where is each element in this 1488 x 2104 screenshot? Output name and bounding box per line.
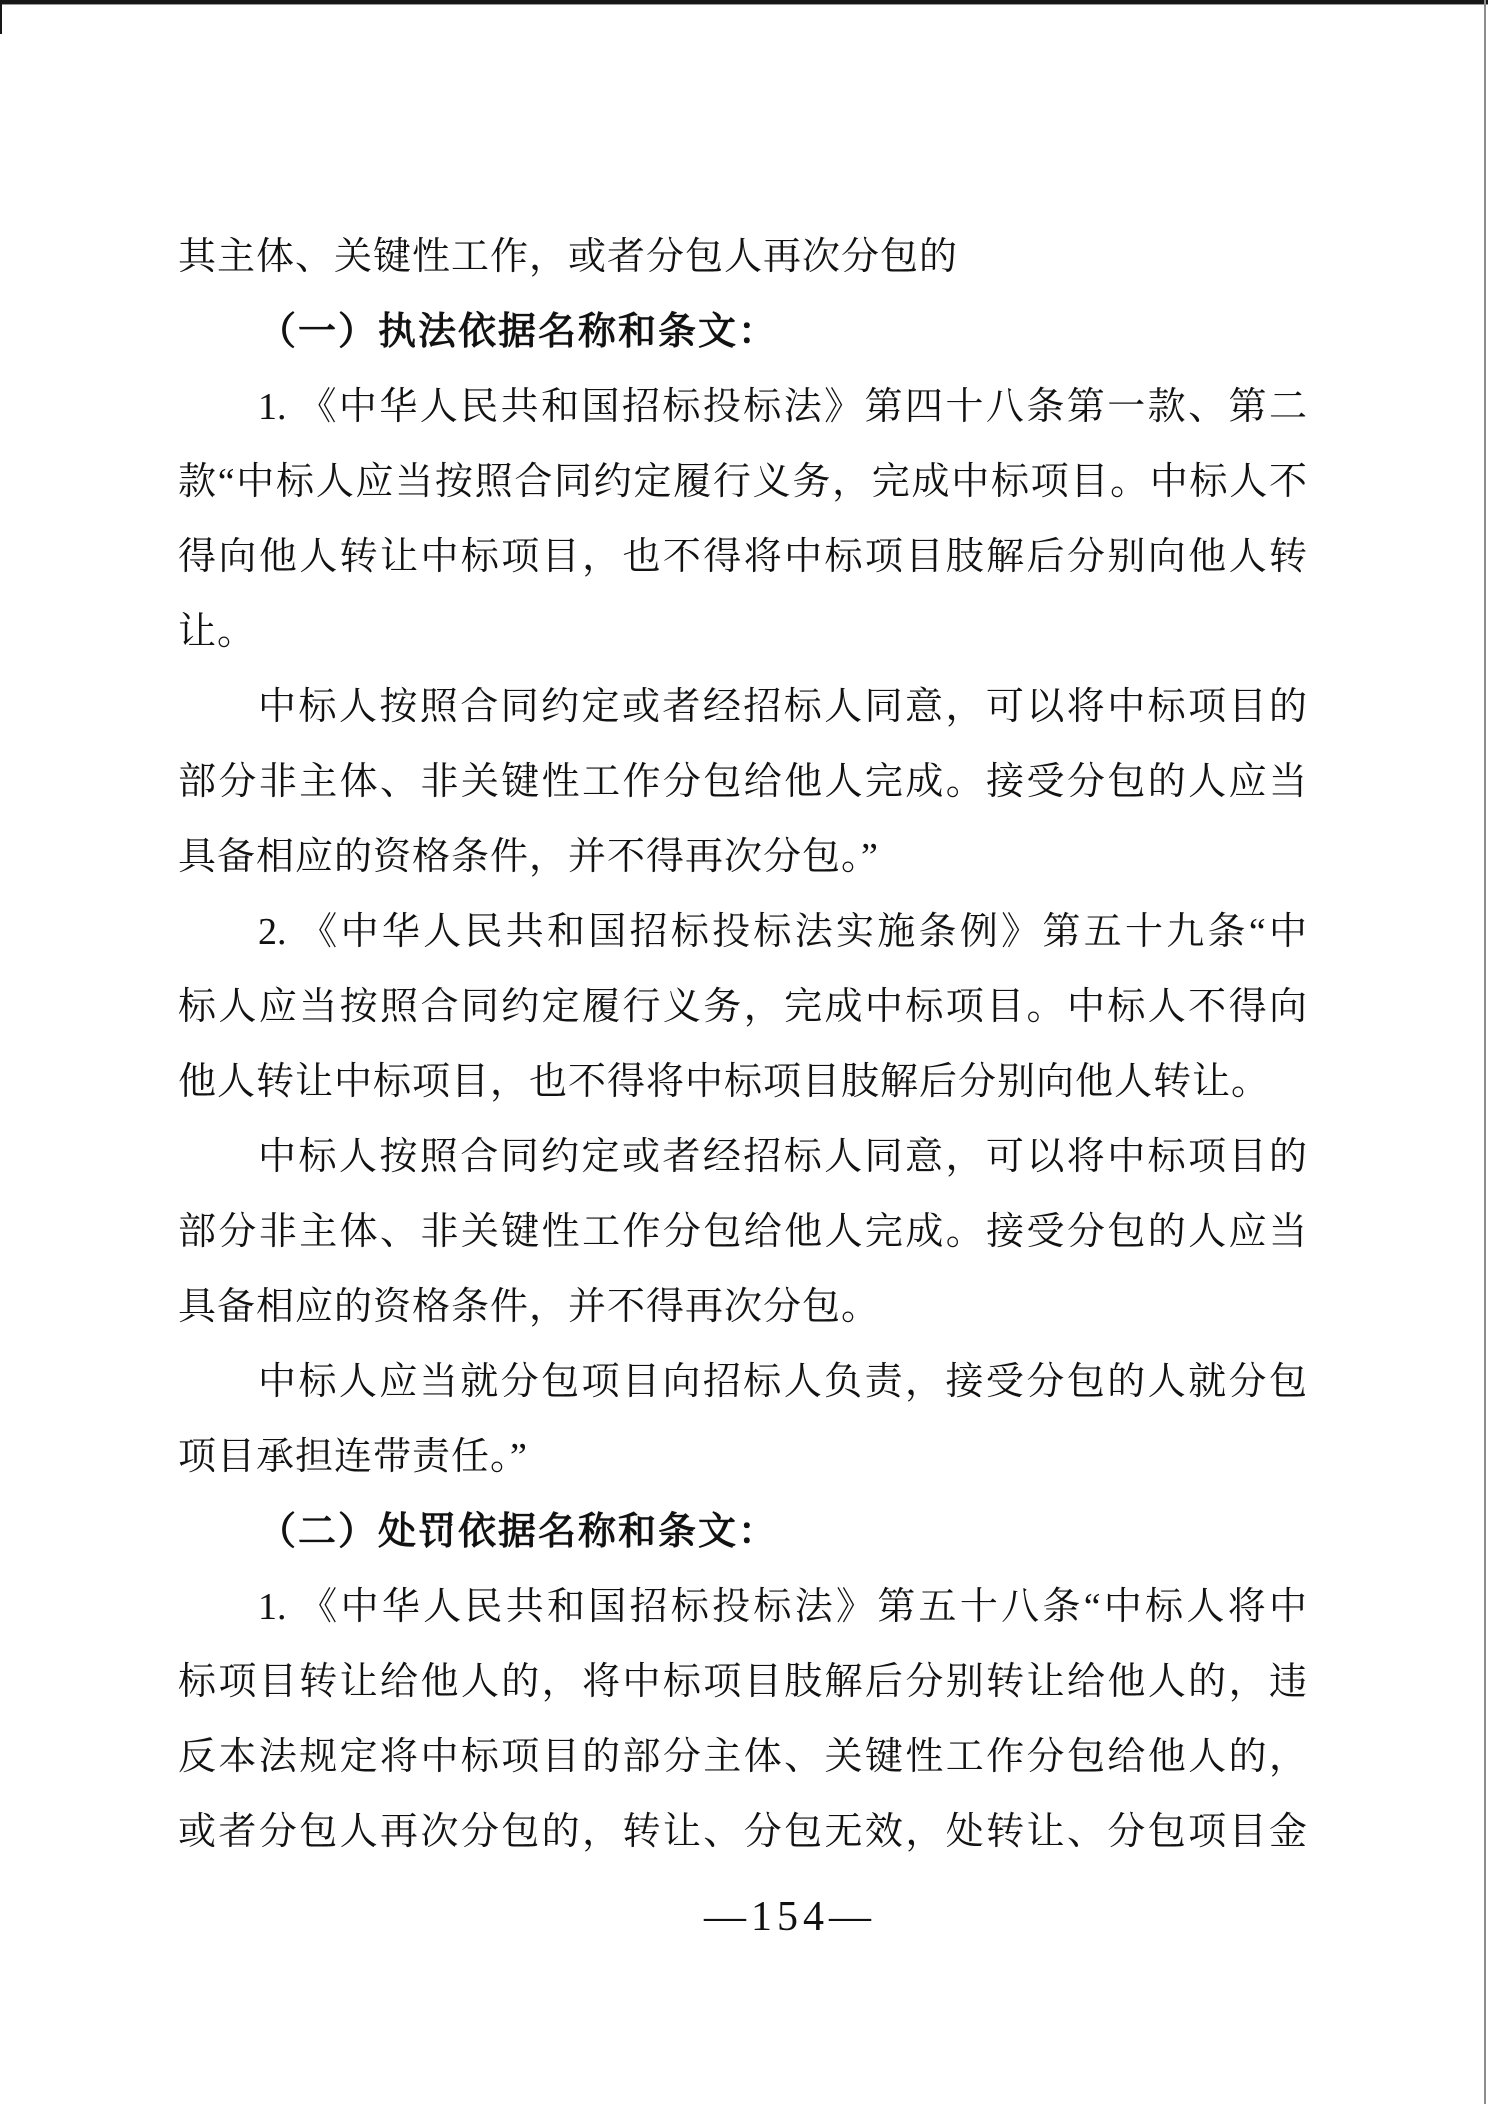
text-line: 具备相应的资格条件，并不得再次分包。	[178, 1286, 881, 1328]
text-line: 具备相应的资格条件，并不得再次分包。”	[178, 836, 879, 878]
text-line: 让。	[178, 611, 257, 653]
section-heading: （二）处罚依据名称和条文：	[258, 1511, 779, 1553]
document-body	[178, 220, 1307, 1870]
scan-left-edge-mark	[0, 0, 2, 34]
page-number: —154—	[704, 1894, 876, 1940]
text-line: 2. 《中华人民共和国招标投标法实施条例》第五十九条“中	[258, 911, 1307, 953]
text-line: 反本法规定将中标项目的部分主体、关键性工作分包给他人的，	[178, 1736, 1307, 1778]
text-line: 部分非主体、非关键性工作分包给他人完成。接受分包的人应当	[178, 761, 1307, 803]
section-heading: （一）执法依据名称和条文：	[258, 311, 779, 353]
text-line: 标项目转让给他人的，将中标项目肢解后分别转让给他人的，违	[178, 1661, 1307, 1703]
text-line: 款“中标人应当按照合同约定履行义务，完成中标项目。中标人不	[178, 461, 1307, 503]
text-line: 1. 《中华人民共和国招标投标法》第四十八条第一款、第二	[258, 386, 1307, 428]
text-line: 中标人应当就分包项目向招标人负责，接受分包的人就分包	[258, 1361, 1307, 1403]
text-line: 或者分包人再次分包的，转让、分包无效，处转让、分包项目金	[178, 1811, 1307, 1853]
text-line: 部分非主体、非关键性工作分包给他人完成。接受分包的人应当	[178, 1211, 1307, 1253]
scan-top-edge-shadow	[0, 4, 1488, 5]
text-line: 项目承担连带责任。”	[178, 1436, 528, 1478]
text-line: 他人转让中标项目，也不得将中标项目肢解后分别向他人转让。	[178, 1061, 1271, 1103]
text-line: 中标人按照合同约定或者经招标人同意，可以将中标项目的	[258, 1136, 1307, 1178]
text-line: 中标人按照合同约定或者经招标人同意，可以将中标项目的	[258, 686, 1307, 728]
text-line: 得向他人转让中标项目，也不得将中标项目肢解后分别向他人转	[178, 536, 1307, 578]
text-line: 其主体、关键性工作，或者分包人再次分包的	[178, 236, 959, 278]
text-line: 1. 《中华人民共和国招标投标法》第五十八条“中标人将中	[258, 1586, 1307, 1628]
text-line: 标人应当按照合同约定履行义务，完成中标项目。中标人不得向	[178, 986, 1307, 1028]
scan-right-edge	[1484, 0, 1486, 2104]
